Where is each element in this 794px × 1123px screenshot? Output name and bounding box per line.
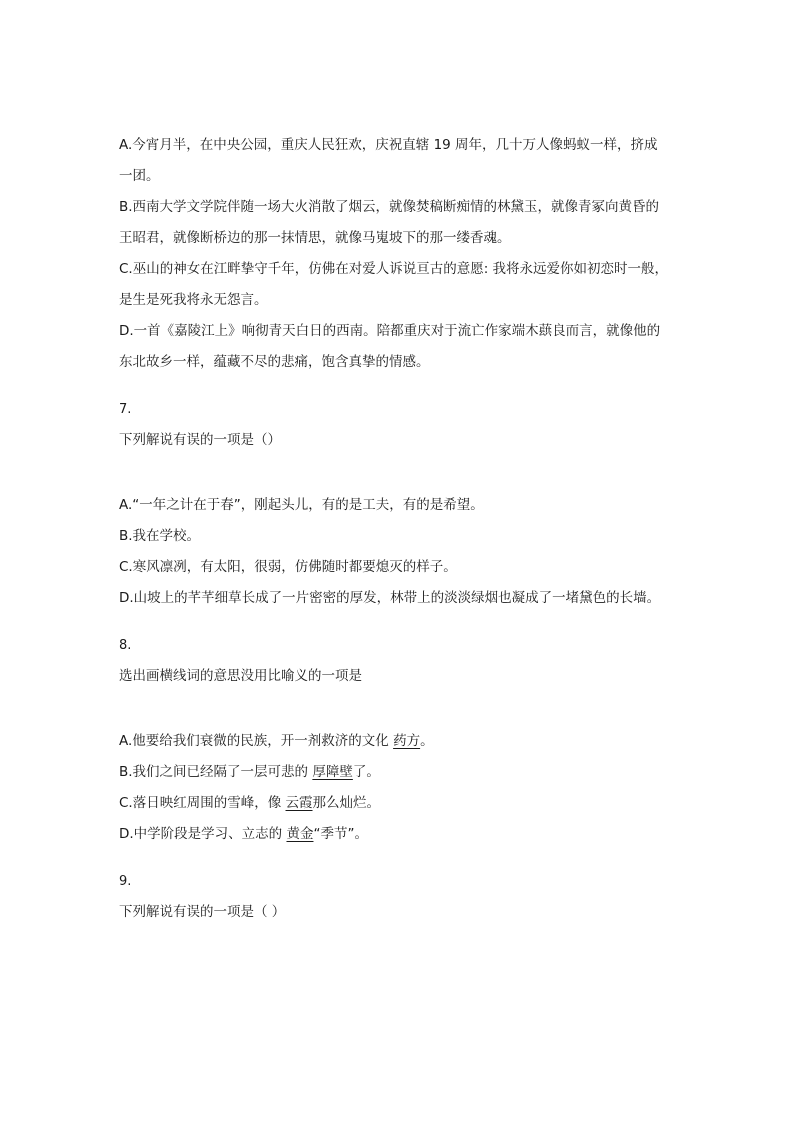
q6-option-c-line-1: C.巫山的神女在江畔挚守千年，仿佛在对爱人诉说亘古的意愿: 我将永远爱你如初恋时一般， xyxy=(119,261,669,277)
q6-option-c-line-2: 是生是死我将永无怨言。 xyxy=(119,292,268,308)
q8-option-d-text: D.中学阶段是学习、立志的 xyxy=(119,826,283,842)
q8-option-b xyxy=(119,757,679,788)
q8-option-c xyxy=(119,788,679,819)
q9-number: 9. xyxy=(119,874,132,889)
q7-option-a: A.“一年之计在于春”，刚起头儿，有的是工夫，有的是希望。 xyxy=(119,497,484,513)
document-body xyxy=(119,130,679,928)
q8-option-d-underlined: 黄金 xyxy=(286,826,314,842)
q8-option-a-tail: 。 xyxy=(420,733,434,749)
q8-option-a-text: A.他要给我们衰微的民族，开一剂救济的文化 xyxy=(119,733,389,749)
q6-option-a-line-1: A.今宵月半，在中央公园，重庆人民狂欢，庆祝直辖 19 周年，几十万人像蚂蚁一样，挤成 xyxy=(119,137,658,153)
q7-option-c: C.寒风凛冽，有太阳，很弱，仿佛随时都要熄灭的样子。 xyxy=(119,559,457,575)
q7-option-d: D.山坡上的芊芊细草长成了一片密密的厚发，林带上的淡淡绿烟也凝成了一堵黛色的长墙。 xyxy=(119,590,661,606)
q7-number: 7. xyxy=(119,402,132,417)
q8-option-a xyxy=(119,726,679,757)
q7-option-b: B.我在学校。 xyxy=(119,528,201,544)
q8-stem: 选出画横线词的意思没用比喻义的一项是 xyxy=(119,668,362,684)
q8-option-d xyxy=(119,819,679,850)
q7-stem: 下列解说有误的一项是（） xyxy=(119,432,281,448)
q8-option-c-text: C.落日映红周围的雪峰，像 xyxy=(119,795,282,811)
question-9 xyxy=(119,866,679,928)
question-6-options xyxy=(119,130,679,378)
q8-option-b-text: B.我们之间已经隔了一层可悲的 xyxy=(119,764,309,780)
q6-option-a-line-2: 一团。 xyxy=(119,168,160,184)
q8-option-c-tail: 那么灿烂。 xyxy=(312,795,381,811)
q9-stem: 下列解说有误的一项是（ ） xyxy=(119,904,286,920)
q8-option-b-tail: 了。 xyxy=(352,764,380,780)
question-7 xyxy=(119,394,679,614)
q6-option-b-line-1: B.西南大学文学院伴随一场大火消散了烟云，就像焚稿断痴情的林黛玉，就像青冢向黄昏的 xyxy=(119,199,660,215)
q8-option-a-underlined: 药方 xyxy=(393,733,421,749)
q8-option-c-underlined: 云霞 xyxy=(285,795,313,811)
q6-option-d-line-1: D.一首《嘉陵江上》响彻青天白日的西南。陪都重庆对于流亡作家端木蕻良而言，就像他的 xyxy=(119,323,661,339)
q8-option-d-tail: “季节”。 xyxy=(313,826,368,842)
q8-option-b-underlined: 厚障壁 xyxy=(312,764,353,780)
q8-number: 8. xyxy=(119,638,132,653)
q6-option-d-line-2: 东北故乡一样，蕴藏不尽的悲痛，饱含真挚的情感。 xyxy=(119,354,430,370)
question-8 xyxy=(119,630,679,850)
q6-option-b-line-2: 王昭君，就像断桥边的那一抹情思，就像马嵬坡下的那一缕香魂。 xyxy=(119,230,511,246)
